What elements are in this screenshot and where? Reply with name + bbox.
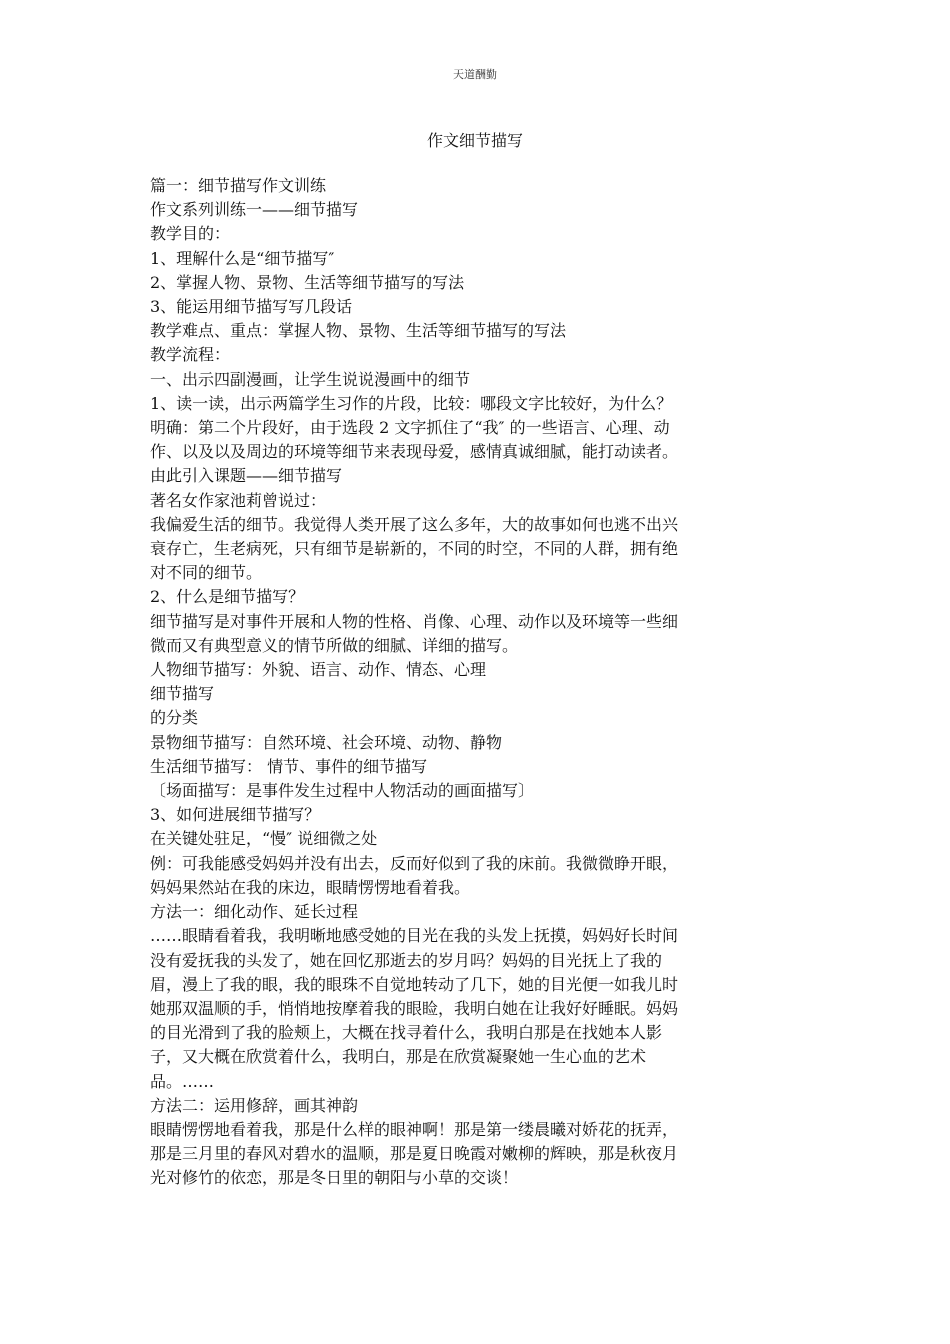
body-line: 3、能运用细节描写写几段话 bbox=[150, 297, 353, 317]
body-line: 一、出示四副漫画，让学生说说漫画中的细节 bbox=[150, 369, 471, 389]
body-line: 的分类 bbox=[150, 708, 199, 728]
body-line: 由此引入课题——细节描写 bbox=[150, 466, 343, 486]
body-line: 细节描写是对事件开展和人物的性格、肖像、心理、动作以及环境等一些细 bbox=[150, 611, 679, 631]
body-line: 景物细节描写：自然环境、社会环境、动物、静物 bbox=[150, 732, 503, 752]
body-line: 细节描写 bbox=[150, 684, 215, 704]
body-line: 3、如何进展细节描写？ bbox=[150, 805, 321, 825]
body-line: 子，又大概在欣赏着什么，我明白，那是在欣赏凝聚她一生心血的艺术 bbox=[150, 1047, 647, 1067]
body-line: 我偏爱生活的细节。我觉得人类开展了这么多年，大的故事如何也逃不出兴 bbox=[150, 514, 679, 534]
body-line: 那是三月里的春风对碧水的温顺，那是夏日晚霞对嫩柳的辉映，那是秋夜月 bbox=[150, 1144, 679, 1164]
body-line: 方法二：运用修辞，画其神韵 bbox=[150, 1095, 359, 1115]
document-body bbox=[150, 174, 800, 1191]
body-line: 在关键处驻足，“慢″ 说细微之处 bbox=[150, 829, 378, 849]
body-line: ……眼睛看着我，我明晰地感受她的目光在我的头发上抚摸，妈妈好长时间 bbox=[150, 926, 679, 946]
body-line: 1、读一读，出示两篇学生习作的片段，比较：哪段文字比较好，为什么？ bbox=[150, 393, 673, 413]
page-header: 天道酬勤 bbox=[453, 68, 497, 81]
body-line: 教学流程： bbox=[150, 345, 231, 365]
body-line: 教学难点、重点：掌握人物、景物、生活等细节描写的写法 bbox=[150, 321, 567, 341]
body-line: 品。…… bbox=[150, 1071, 215, 1091]
body-line: 〔场面描写：是事件发生过程中人物活动的画面描写〕 bbox=[150, 781, 535, 801]
body-line: 作文系列训练一——细节描写 bbox=[150, 200, 359, 220]
body-line: 生活细节描写： 情节、事件的细节描写 bbox=[150, 756, 428, 776]
document-title: 作文细节描写 bbox=[426, 131, 523, 150]
body-line: 没有爱抚我的头发了，她在回忆那逝去的岁月吗？妈妈的目光抚上了我的 bbox=[150, 950, 663, 970]
body-line: 2、掌握人物、景物、生活等细节描写的写法 bbox=[150, 272, 465, 292]
body-line: 眼睛愣愣地看着我，那是什么样的眼神啊！那是第一缕晨曦对娇花的抚弄， bbox=[150, 1119, 679, 1139]
body-line: 篇一：细节描写作文训练 bbox=[150, 176, 327, 195]
body-line: 人物细节描写：外貌、语言、动作、情态、心理 bbox=[150, 660, 487, 680]
body-line: 例：可我能感受妈妈并没有出去，反而好似到了我的床前。我微微睁开眼， bbox=[150, 853, 679, 873]
body-line: 衰存亡，生老病死，只有细节是崭新的，不同的时空，不同的人群，拥有绝 bbox=[150, 539, 679, 559]
body-line: 妈妈果然站在我的床边，眼睛愣愣地看着我。 bbox=[150, 877, 471, 897]
body-line: 她那双温顺的手，悄悄地按摩着我的眼睑，我明白她在让我好好睡眠。妈妈 bbox=[150, 998, 679, 1018]
body-line: 方法一：细化动作、延长过程 bbox=[150, 902, 359, 922]
body-line: 明确：第二个片段好，由于选段 2 文字抓住了“我″ 的一些语言、心理、动 bbox=[150, 418, 670, 438]
body-line: 2、什么是细节描写？ bbox=[150, 587, 305, 607]
body-line: 对不同的细节。 bbox=[150, 563, 263, 583]
body-line: 的目光滑到了我的脸颊上，大概在找寻着什么，我明白那是在找她本人影 bbox=[150, 1023, 663, 1043]
body-line: 作、以及以及周边的环境等细节来表现母爱，感情真诚细腻，能打动读者。 bbox=[150, 442, 679, 462]
body-line: 眉，漫上了我的眼，我的眼珠不自觉地转动了几下，她的目光便一如我儿时 bbox=[150, 974, 679, 994]
body-line: 著名女作家池莉曾说过： bbox=[150, 490, 327, 510]
body-line: 教学目的： bbox=[150, 224, 231, 244]
body-line: 1、理解什么是“细节描写″ bbox=[150, 248, 335, 268]
body-line: 微而又有典型意义的情节所做的细腻、详细的描写。 bbox=[150, 635, 519, 655]
body-line: 光对修竹的依恋，那是冬日里的朝阳与小草的交谈！ bbox=[150, 1168, 519, 1188]
